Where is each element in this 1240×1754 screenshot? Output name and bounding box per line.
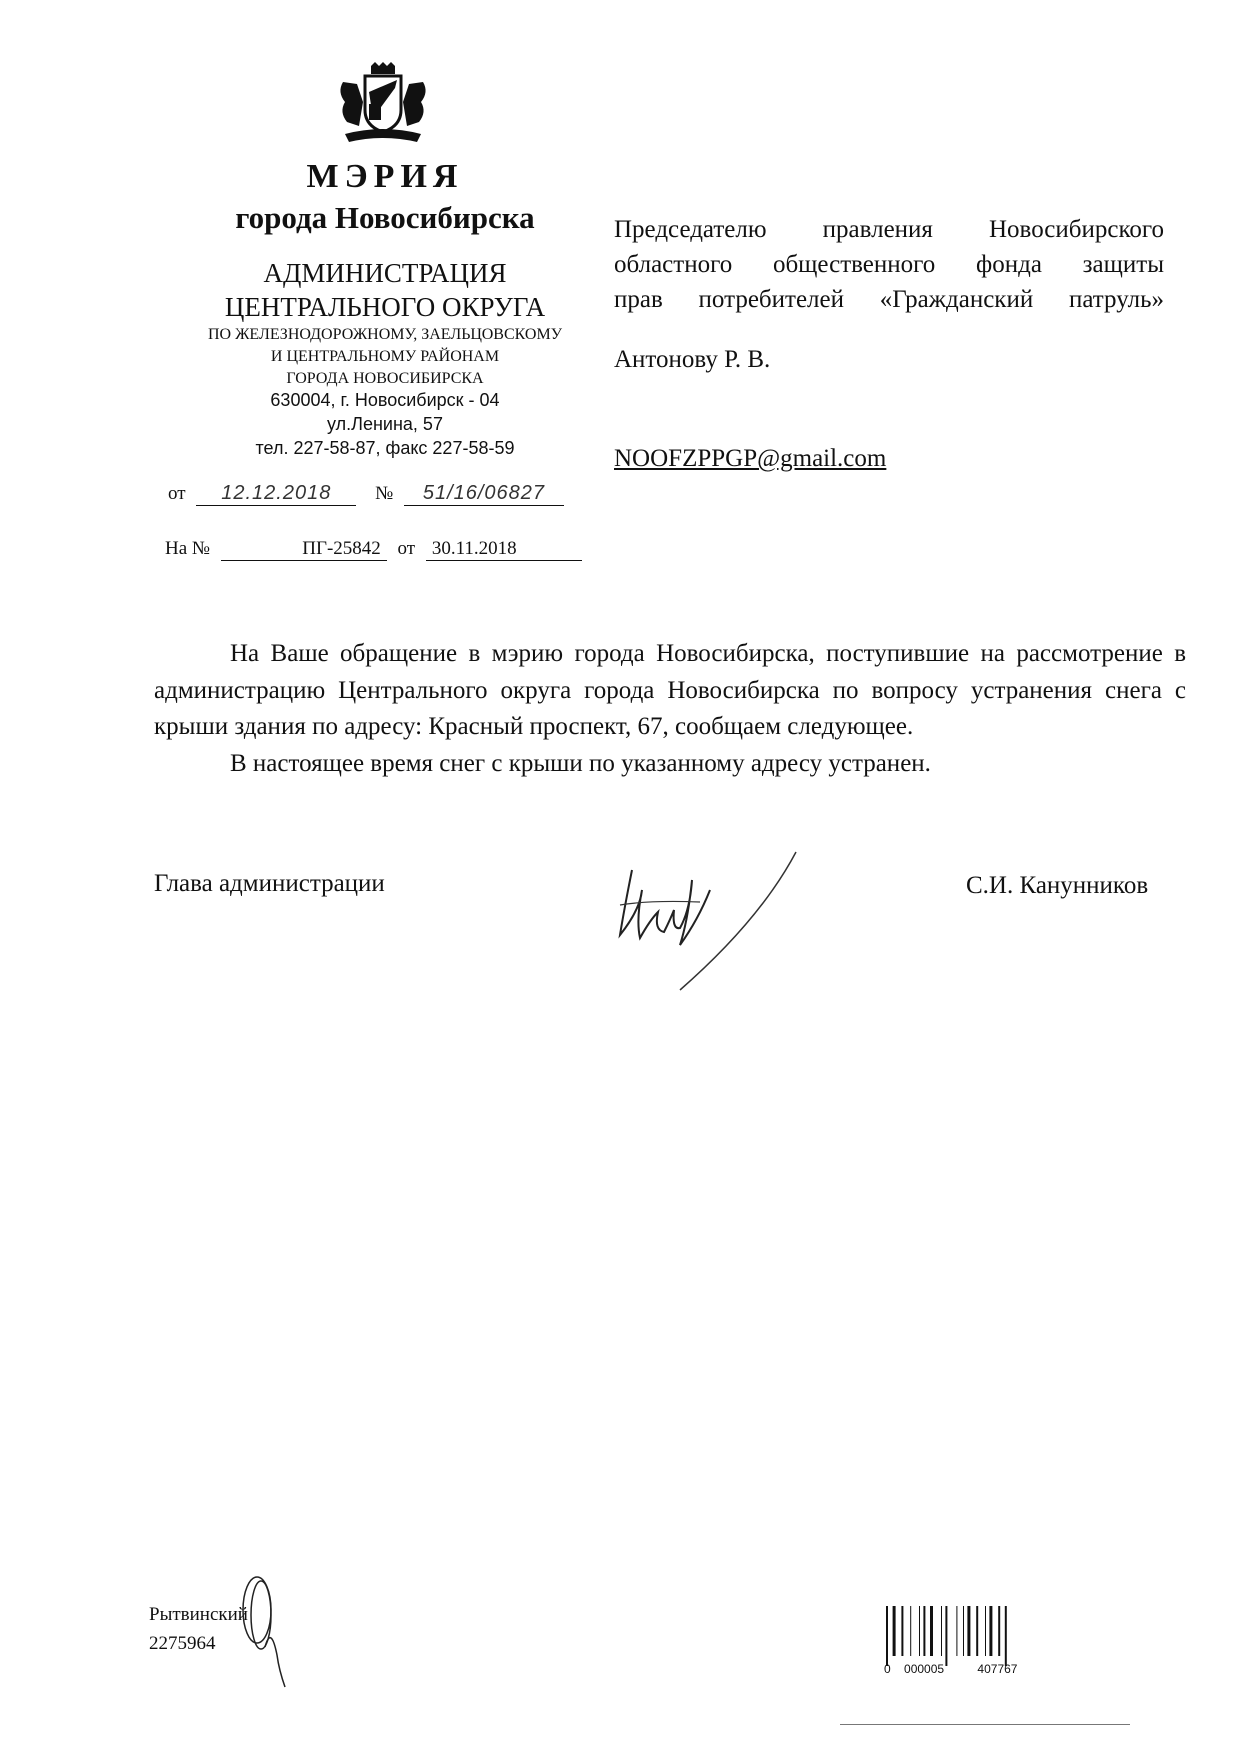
incoming-from-label: от xyxy=(397,538,416,559)
street-address: ул.Ленина, 57 xyxy=(327,414,443,434)
addressee-email[interactable]: NOOFZPPGP@gmail.com xyxy=(614,445,887,472)
coat-of-arms-icon xyxy=(333,62,433,146)
number-label: № xyxy=(375,483,394,504)
barcode-digit-2: 000005 xyxy=(904,1662,945,1676)
initials-signature xyxy=(235,1575,305,1690)
outgoing-ref xyxy=(168,482,564,506)
addressee-block xyxy=(614,212,1164,317)
letter-body xyxy=(154,636,1186,782)
admin-title xyxy=(150,256,620,324)
body-paragraph-2: В настоящее время снег с крыши по указанному адресу устранен. xyxy=(230,749,931,777)
incoming-number: ПГ-25842 xyxy=(221,538,387,561)
handwritten-signature xyxy=(610,850,800,1000)
addressee-line-1: Председателю правления Новосибирского xyxy=(614,216,1164,243)
incoming-date: 30.11.2018 xyxy=(426,538,582,561)
phone-fax: тел. 227-58-87, факс 227-58-59 xyxy=(255,438,515,458)
district-line-3: ГОРОДА НОВОСИБИРСКА xyxy=(286,370,484,387)
executor-phone: 2275964 xyxy=(149,1633,216,1654)
contact-block xyxy=(150,388,620,460)
incoming-ref xyxy=(165,538,582,561)
executor-name: Рытвинский xyxy=(149,1604,248,1625)
mayor-title: МЭРИЯ xyxy=(306,158,464,195)
postal-address: 630004, г. Новосибирск - 04 xyxy=(270,390,500,410)
barcode-digit-1: 0 xyxy=(884,1662,891,1676)
admin-line-1: АДМИНИСТРАЦИЯ xyxy=(263,258,507,288)
barcode-bars-icon xyxy=(884,1606,1059,1666)
divider-line xyxy=(840,1724,1130,1725)
from-label: от xyxy=(168,483,186,504)
addressee-name: Антонову Р. В. xyxy=(614,346,771,373)
body-paragraph-1: На Ваше обращение в мэрию города Новосибирска, поступившие на рассмотрение в администрацию Центрального округа города Новосибирска по вопросу устранения снега с крыши здания по адресу: Красный проспект, 67, сообщаем следующее. xyxy=(154,640,1186,740)
outgoing-number: 51/16/06827 xyxy=(404,482,564,506)
district-line-2: И ЦЕНТРАЛЬНОМУ РАЙОНАМ xyxy=(270,348,500,365)
district-line-1: ПО ЖЕЛЕЗНОДОРОЖНОМУ, ЗАЕЛЬЦОВСКОМУ xyxy=(207,326,563,343)
addressee-line-2: областного общественного фонда защиты xyxy=(614,251,1164,278)
executor-block xyxy=(149,1600,248,1658)
admin-line-2: ЦЕНТРАЛЬНОГО ОКРУГА xyxy=(224,292,546,322)
outgoing-date: 12.12.2018 xyxy=(196,482,356,506)
signer-name: С.И. Канунников xyxy=(966,872,1149,899)
barcode xyxy=(884,1606,1059,1686)
signer-position: Глава администрации xyxy=(154,870,385,897)
barcode-digit-3: 407767 xyxy=(977,1662,1018,1676)
district-lines xyxy=(150,324,620,390)
city-title: города Новосибирска xyxy=(235,200,535,235)
incoming-label: На № xyxy=(165,538,211,559)
addressee-line-3: прав потребителей «Гражданский патруль» xyxy=(614,286,1164,313)
